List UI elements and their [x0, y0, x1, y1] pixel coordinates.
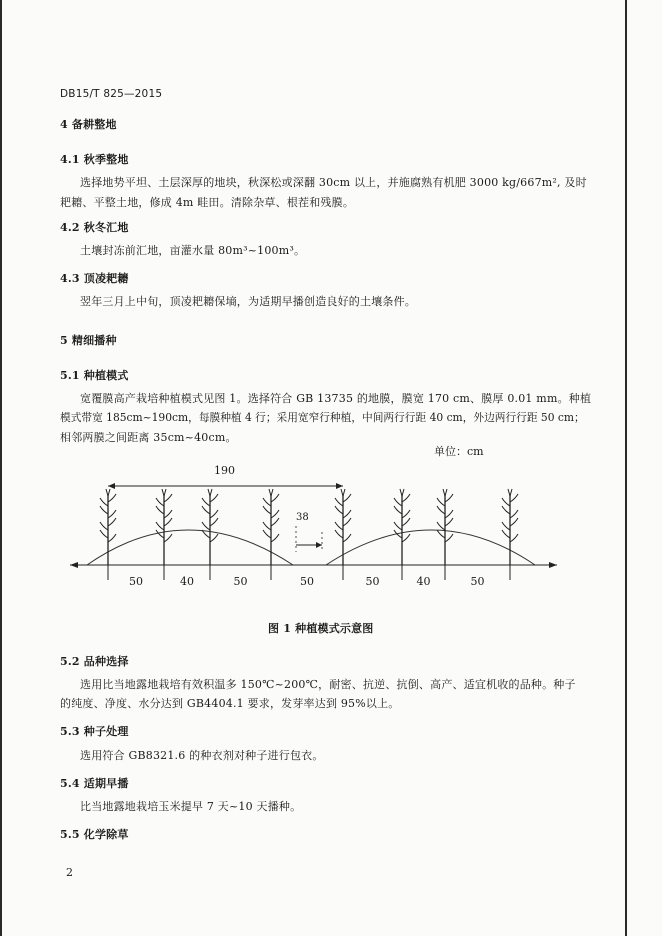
section-5-title: 5 精细播种 [60, 334, 117, 347]
row-spacing-label: 50 [365, 575, 380, 588]
section-5-2-line-2: 的纯度、净度、水分达到 GB4404.1 要求，发芽率达到 95%以上。 [60, 697, 400, 710]
gap-width-label: 38 [296, 512, 309, 523]
section-5-5-title: 5.5 化学除草 [60, 828, 129, 841]
band-width-arrow-right [336, 483, 343, 489]
row-spacing-labels [129, 575, 485, 588]
section-4-2-line-1: 土壤封冻前汇地，亩灌水量 80m³~100m³。 [80, 244, 306, 257]
doc-id: DB15/T 825—2015 [60, 88, 163, 100]
section-4-title: 4 备耕整地 [60, 118, 117, 131]
corn-plant-icon [202, 489, 218, 565]
row-spacing-label: 50 [129, 575, 143, 588]
section-4-1-line-2: 耙耱、平整土地，修成 4m 畦田。清除杂草、根茬和残膜。 [60, 196, 355, 209]
band-width-arrow-left [108, 483, 115, 489]
row-spacing-label: 50 [233, 575, 248, 588]
corn-plant-icon [263, 489, 279, 565]
page-edge-right [625, 0, 627, 936]
section-5-2-title: 5.2 品种选择 [60, 655, 129, 668]
section-4-1-line-1: 选择地势平坦、土层深厚的地块，秋深松或深翻 30cm 以上，并施腐熟有机肥 3000 kg/667m², 及时 [80, 176, 587, 189]
ground-arrow-left [70, 562, 78, 568]
band-width-label: 190 [214, 464, 235, 477]
row-spacing-label: 50 [470, 575, 485, 588]
section-5-1-line-2: 模式带宽 185cm~190cm，每膜种植 4 行；采用宽窄行种植，中间两行行距 40 cm，外边两行行距 50 cm； [60, 411, 585, 424]
section-5-1-title: 5.1 种植模式 [60, 369, 129, 382]
corn-plants [100, 489, 518, 565]
section-5-2-line-1: 选用比当地露地栽培有效积温多 150℃~200℃，耐密、抗逆、抗倒、高产、适宜机收的品种。种子 [80, 678, 576, 691]
section-4-3-title: 4.3 顶凌耙耱 [60, 272, 129, 285]
gap-arrow-right [316, 542, 322, 548]
section-4-1-title: 4.1 秋季整地 [60, 153, 129, 166]
corn-plant-icon [100, 489, 116, 565]
row-spacing-label: 50 [300, 575, 314, 588]
section-5-3-title: 5.3 种子处理 [60, 725, 129, 738]
corn-plant-icon [156, 489, 172, 565]
section-5-4-title: 5.4 适期早播 [60, 777, 129, 790]
corn-plant-icon [394, 489, 410, 565]
film-arch-left [87, 530, 293, 565]
unit-label: 单位：cm [434, 445, 484, 458]
figure-caption: 图 1 种植模式示意图 [268, 622, 374, 635]
ground-arrow-right [549, 562, 557, 568]
section-5-3-line-1: 选用符合 GB8321.6 的种衣剂对种子进行包衣。 [80, 749, 324, 762]
film-arch-right [326, 530, 535, 565]
page-number: 2 [66, 866, 74, 879]
section-4-3-line-1: 翌年三月上中旬，顶凌耙耱保墒，为适期早播创造良好的土壤条件。 [80, 295, 416, 308]
section-5-1-line-3: 相邻两膜之间距离 35cm~40cm。 [60, 431, 237, 444]
corn-plant-icon [335, 489, 351, 565]
section-5-1-line-1: 宽覆膜高产栽培种植模式见图 1。选择符合 GB 13735 的地膜，膜宽 170 cm、膜厚 0.01 mm。种植 [80, 392, 592, 405]
section-5-4-line-1: 比当地露地栽培玉米提早 7 天~10 天播种。 [80, 800, 302, 813]
section-4-2-title: 4.2 秋冬汇地 [60, 221, 129, 234]
corn-plant-icon [437, 489, 453, 565]
page-edge-left [0, 0, 2, 936]
row-spacing-label: 40 [180, 575, 194, 588]
row-spacing-label: 40 [416, 575, 431, 588]
planting-pattern-diagram [62, 440, 562, 600]
